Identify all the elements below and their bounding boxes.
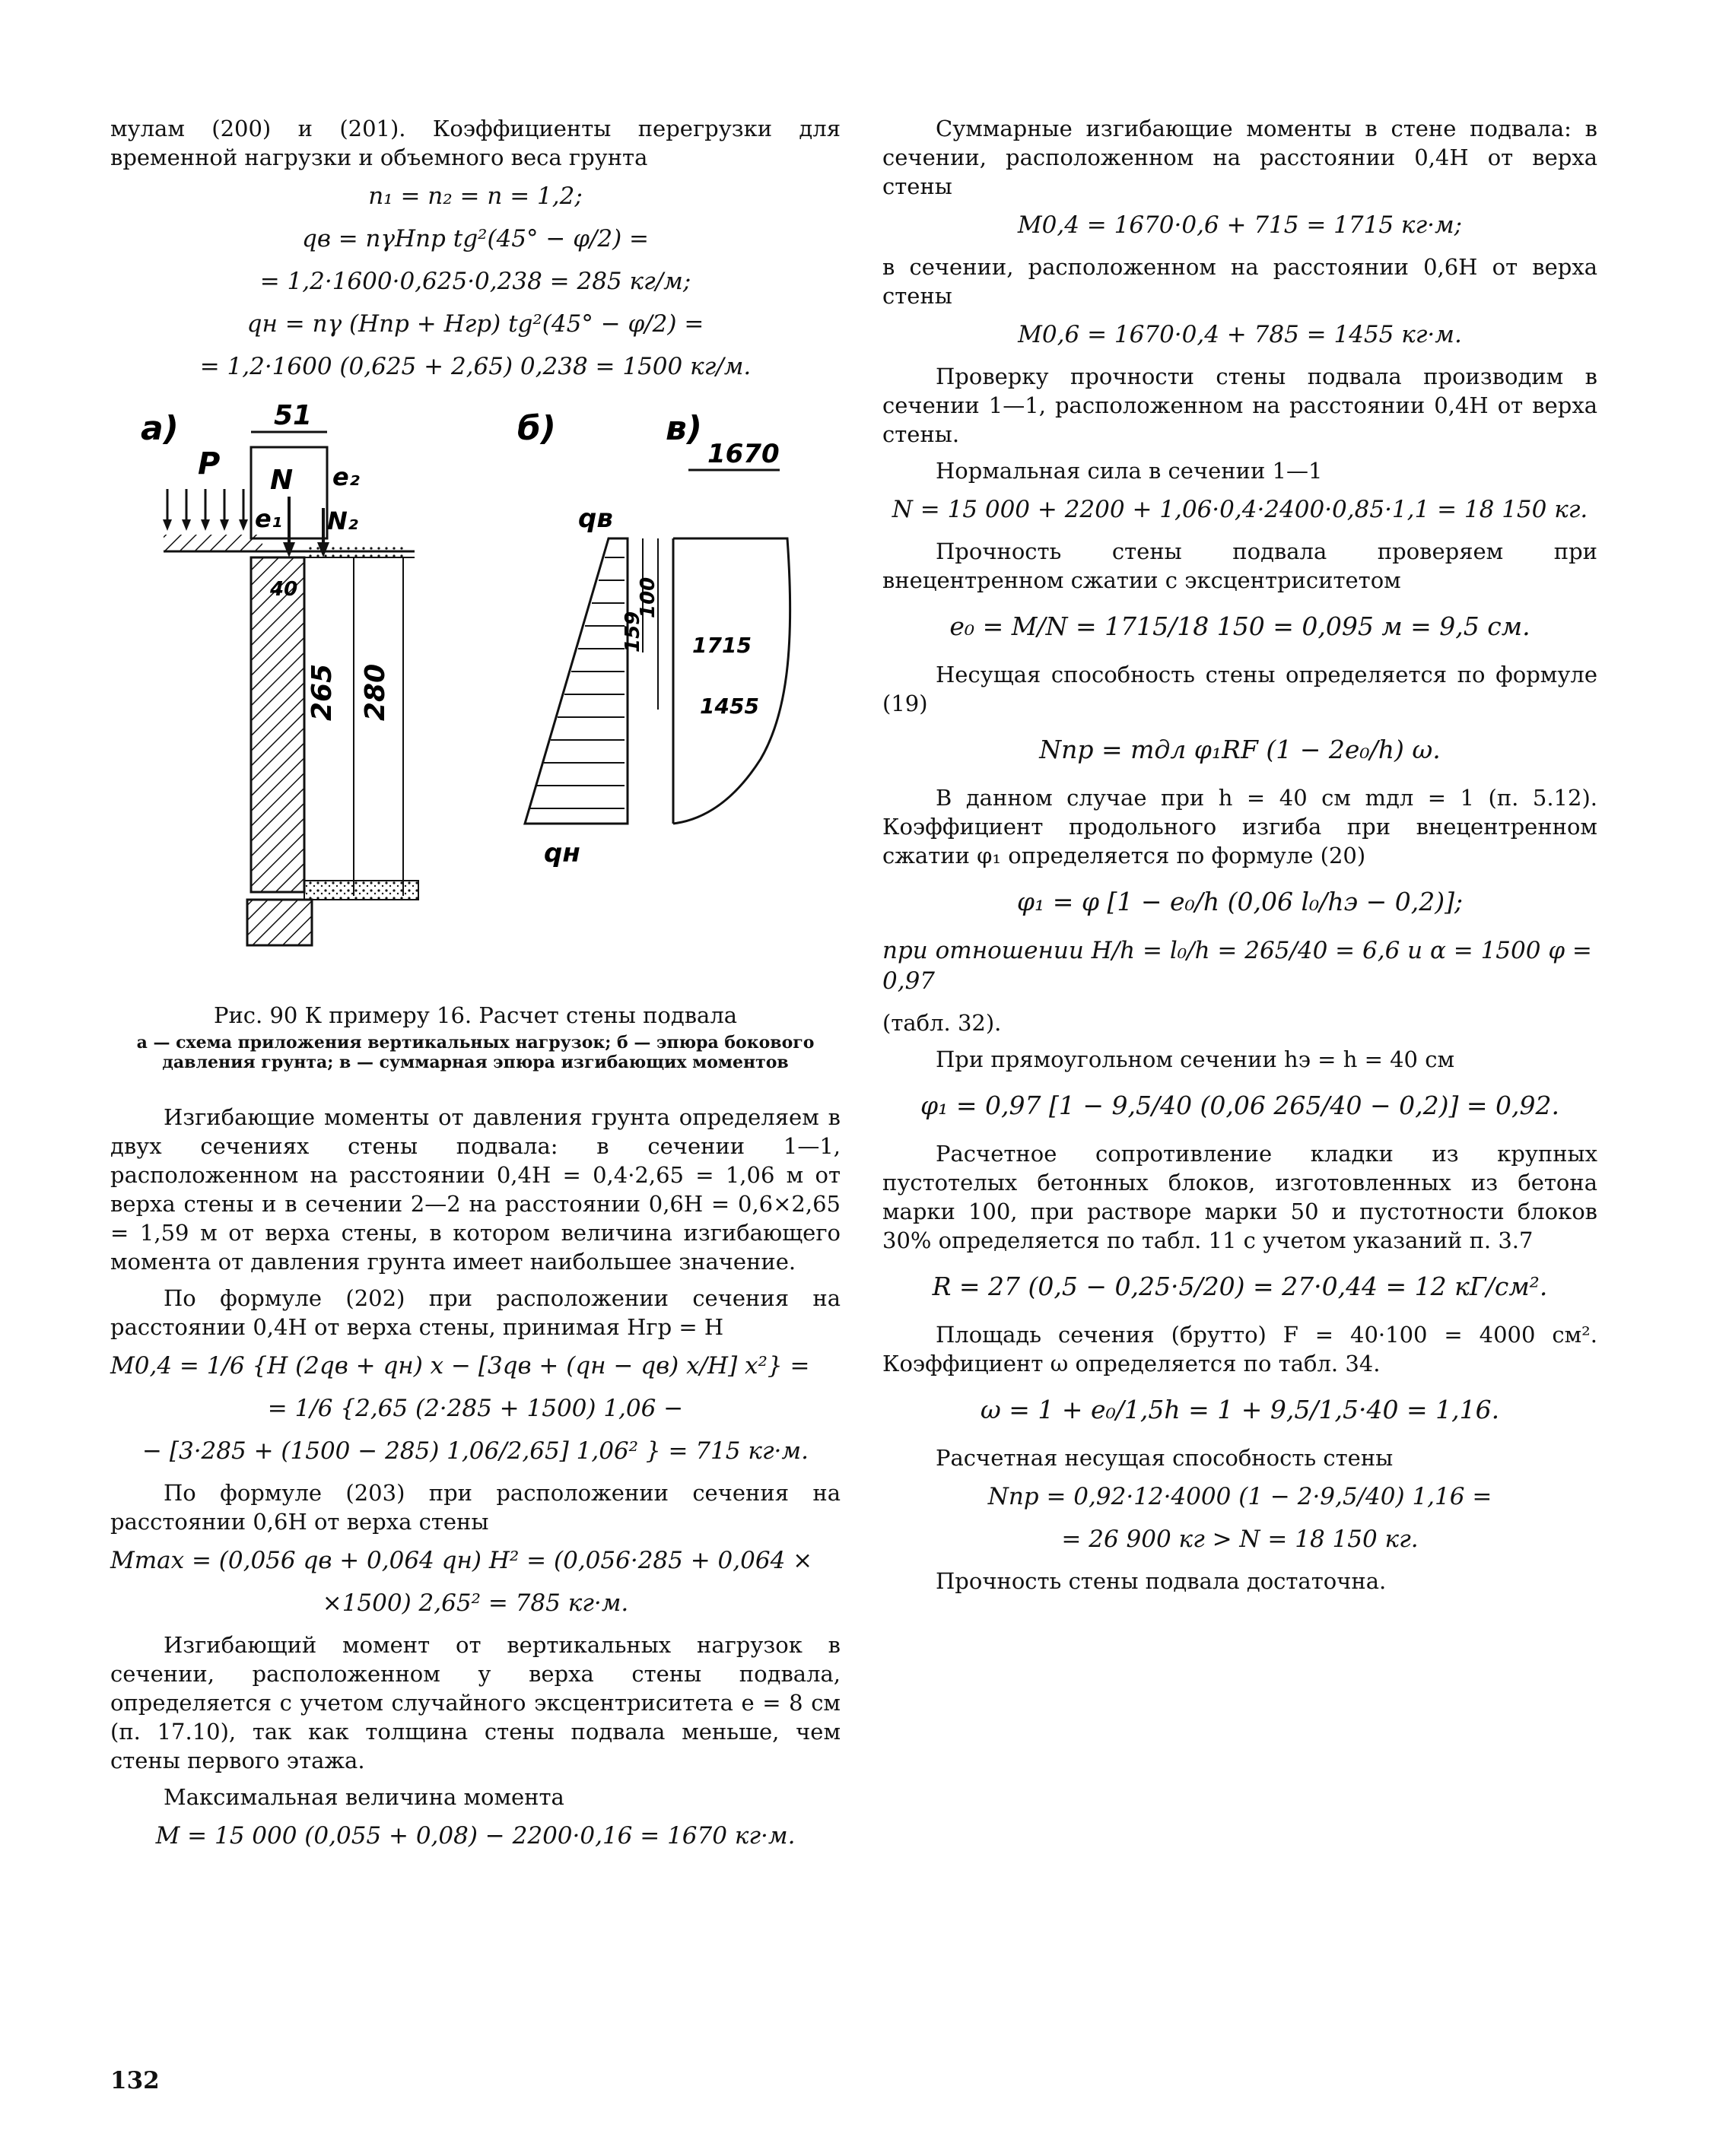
formula: M0,6 = 1670·0,4 + 785 = 1455 кг·м. — [1018, 321, 1462, 348]
paragraph: Прочность стены подвала проверяем при внецентренном сжатии с эксцентриситетом — [882, 538, 1597, 593]
ground-surface — [164, 535, 262, 551]
formula: ×1500) 2,65² = 785 кг·м. — [322, 1589, 629, 1617]
paragraph: Несущая способность стены определяется по формуле (19) — [882, 662, 1597, 716]
label-e1: e₁ — [255, 504, 282, 533]
paragraph: При прямоугольном сечении hэ = h = 40 см — [936, 1046, 1455, 1072]
paragraph: Площадь сечения (брутто) F = 40·100 = 4000 см². Коэффициент ω определяется по табл. 34. — [882, 1322, 1597, 1376]
paragraph: (табл. 32). — [882, 1010, 1002, 1036]
dim-40: 40 — [270, 578, 298, 601]
dim-51: 51 — [274, 400, 313, 431]
figure-basement-wall — [110, 394, 841, 987]
label-qv: qв — [578, 503, 613, 534]
formula: n₁ = n₂ = n = 1,2; — [368, 183, 583, 210]
floor-slab — [308, 546, 403, 557]
value-1670: 1670 — [707, 439, 780, 469]
left-column — [110, 114, 841, 1863]
formula: = 1,2·1600·0,625·0,238 = 285 кг/м; — [259, 268, 691, 295]
paragraph: Изгибающий момент от вертикальных нагрузок в сечении, расположенном у верха стены подвала, определяется с учетом случайного эксцентриситета e = 8 см (п. 17.10), так как толщина стены подвала меньше, чем стены первого этажа. — [110, 1632, 841, 1773]
formula: ω = 1 + e₀/1,5h = 1 + 9,5/1,5·40 = 1,16. — [980, 1395, 1500, 1424]
paragraph: По формуле (203) при расположении сечения на расстоянии 0,6H от верха стены — [110, 1480, 841, 1535]
paragraph: По формуле (202) при расположении сечения на расстоянии 0,4H от верха стены, принимая Hгр = H — [110, 1285, 841, 1340]
paragraph: Прочность стены подвала достаточна. — [936, 1568, 1387, 1594]
page-number: 132 — [110, 2067, 160, 2094]
figure-caption: Рис. 90 К примеру 16. Расчет стены подвала — [213, 1002, 738, 1028]
pressure-diagram — [525, 538, 628, 824]
formula: φ₁ = φ [1 − e₀/h (0,06 l₀/hэ − 0,2)]; — [1016, 887, 1464, 916]
panel-label-v: в) — [666, 409, 702, 448]
formula: Mmax = (0,056 qв + 0,064 qн) H² = (0,056·285 + 0,064 × — [110, 1547, 813, 1574]
formula: M0,4 = 1/6 {H (2qв + qн) x − [3qв + (qн − qв) x/H] x²} = — [110, 1352, 810, 1380]
label-N2: N₂ — [327, 506, 358, 535]
formula: e₀ = M/N = 1715/18 150 = 0,095 м = 9,5 см. — [949, 611, 1530, 641]
label-qn: qн — [544, 838, 580, 868]
right-column — [882, 114, 1597, 1603]
formula: = 1,2·1600 (0,625 + 2,65) 0,238 = 1500 кг/м. — [199, 353, 752, 380]
paragraph: Расчетная несущая способность стены — [936, 1445, 1394, 1471]
formula: φ₁ = 0,97 [1 − 9,5/40 (0,06 265/40 − 0,2)] = 0,92. — [920, 1091, 1559, 1120]
pressure-arrows — [530, 557, 625, 808]
formula: = 1/6 {2,65 (2·285 + 1500) 1,06 − — [267, 1395, 684, 1422]
formula: qв = nγHпр tg²(45° − φ/2) = — [301, 225, 649, 252]
formula: Nпр = 0,92·12·4000 (1 − 2·9,5/40) 1,16 = — [987, 1483, 1492, 1510]
paragraph: в сечении, расположенном на расстоянии 0,6H от верха стены — [882, 254, 1597, 309]
paragraph: Суммарные изгибающие моменты в стене подвала: в сечении, расположенном на расстоянии 0,4H от верха стены — [882, 116, 1597, 199]
paragraph: Изгибающие моменты от давления грунта определяем в двух сечениях стены подвала: в сечении 1—1, расположенном на расстоянии 0,4H = 0,4·2,65 = 1,06 м от верха стены и в сечении 2—2 на расстоянии 0,6H = 0,6×2,65 = 1,59 м от верха стены, в котором величина изгибающего момента от давления грунта имеет наибольшее значение. — [110, 1104, 841, 1275]
formula: qн = nγ (Hпр + Hгр) tg²(45° − φ/2) = — [246, 310, 704, 338]
paragraph: Максимальная величина момента — [164, 1784, 564, 1810]
load-arrows-P — [167, 489, 243, 523]
label-e2: e₂ — [332, 462, 360, 491]
paragraph: Проверку прочности стены подвала производим в сечении 1—1, расположенном на расстоянии 0,4H от верха стены. — [882, 364, 1597, 447]
paragraph: В данном случае при h = 40 см mдл = 1 (п. 5.12). Коэффициент продольного изгиба при внецентренном сжатии φ₁ определяется по формуле (20) — [882, 785, 1597, 868]
basement-wall — [251, 557, 304, 892]
moment-diagram — [673, 538, 790, 824]
dim-280: 280 — [360, 663, 391, 721]
formula: при отношении H/h = l₀/h = 265/40 = 6,6 и α = 1500 φ = 0,97 — [882, 937, 1592, 995]
formula: M = 15 000 (0,055 + 0,08) − 2200·0,16 = 1670 кг·м. — [155, 1822, 796, 1850]
dim-159: 159 — [621, 611, 644, 653]
formula: = 26 900 кг > N = 18 150 кг. — [1061, 1526, 1419, 1553]
dim-265: 265 — [307, 663, 338, 721]
formula: N = 15 000 + 2200 + 1,06·0,4·2400·0,85·1,1 = 18 150 кг. — [892, 496, 1588, 523]
figure-drawing — [110, 394, 841, 987]
value-1455: 1455 — [700, 694, 759, 719]
basement-floor — [304, 881, 418, 900]
paragraph: Расчетное сопротивление кладки из крупных пустотелых бетонных блоков, изготовленных из бетона марки 100, при растворе марки 50 и пустотности блоков 30% определяется по табл. 11 с учетом указаний п. 3.7 — [882, 1141, 1597, 1253]
value-1715: 1715 — [692, 633, 752, 658]
formula: R = 27 (0,5 − 0,25·5/20) = 27·0,44 = 12 кГ/см². — [932, 1272, 1548, 1301]
label-P: P — [198, 446, 221, 481]
formula: Nпр = mдл φ₁RF (1 − 2e₀/h) ω. — [1039, 735, 1441, 764]
arrow-head — [283, 542, 295, 557]
paragraph: Нормальная сила в сечении 1—1 — [936, 458, 1323, 484]
formula: M0,4 = 1670·0,6 + 715 = 1715 кг·м; — [1017, 211, 1463, 239]
label-N: N — [270, 465, 294, 496]
formula: − [3·285 + (1500 − 285) 1,06/2,65] 1,06² } = 715 кг·м. — [142, 1437, 809, 1465]
foundation — [247, 900, 312, 945]
panel-label-b: б) — [517, 409, 556, 448]
panel-label-a: а) — [141, 409, 179, 448]
paragraph: мулам (200) и (201). Коэффициенты перегрузки для временной нагрузки и объемного веса грунта — [110, 116, 841, 170]
figure-legend: а — схема приложения вертикальных нагрузок; б — эпюра бокового давления грунта; в — суммарная эпюра изгибающих моментов — [136, 1033, 815, 1072]
dim-100: 100 — [637, 576, 660, 618]
